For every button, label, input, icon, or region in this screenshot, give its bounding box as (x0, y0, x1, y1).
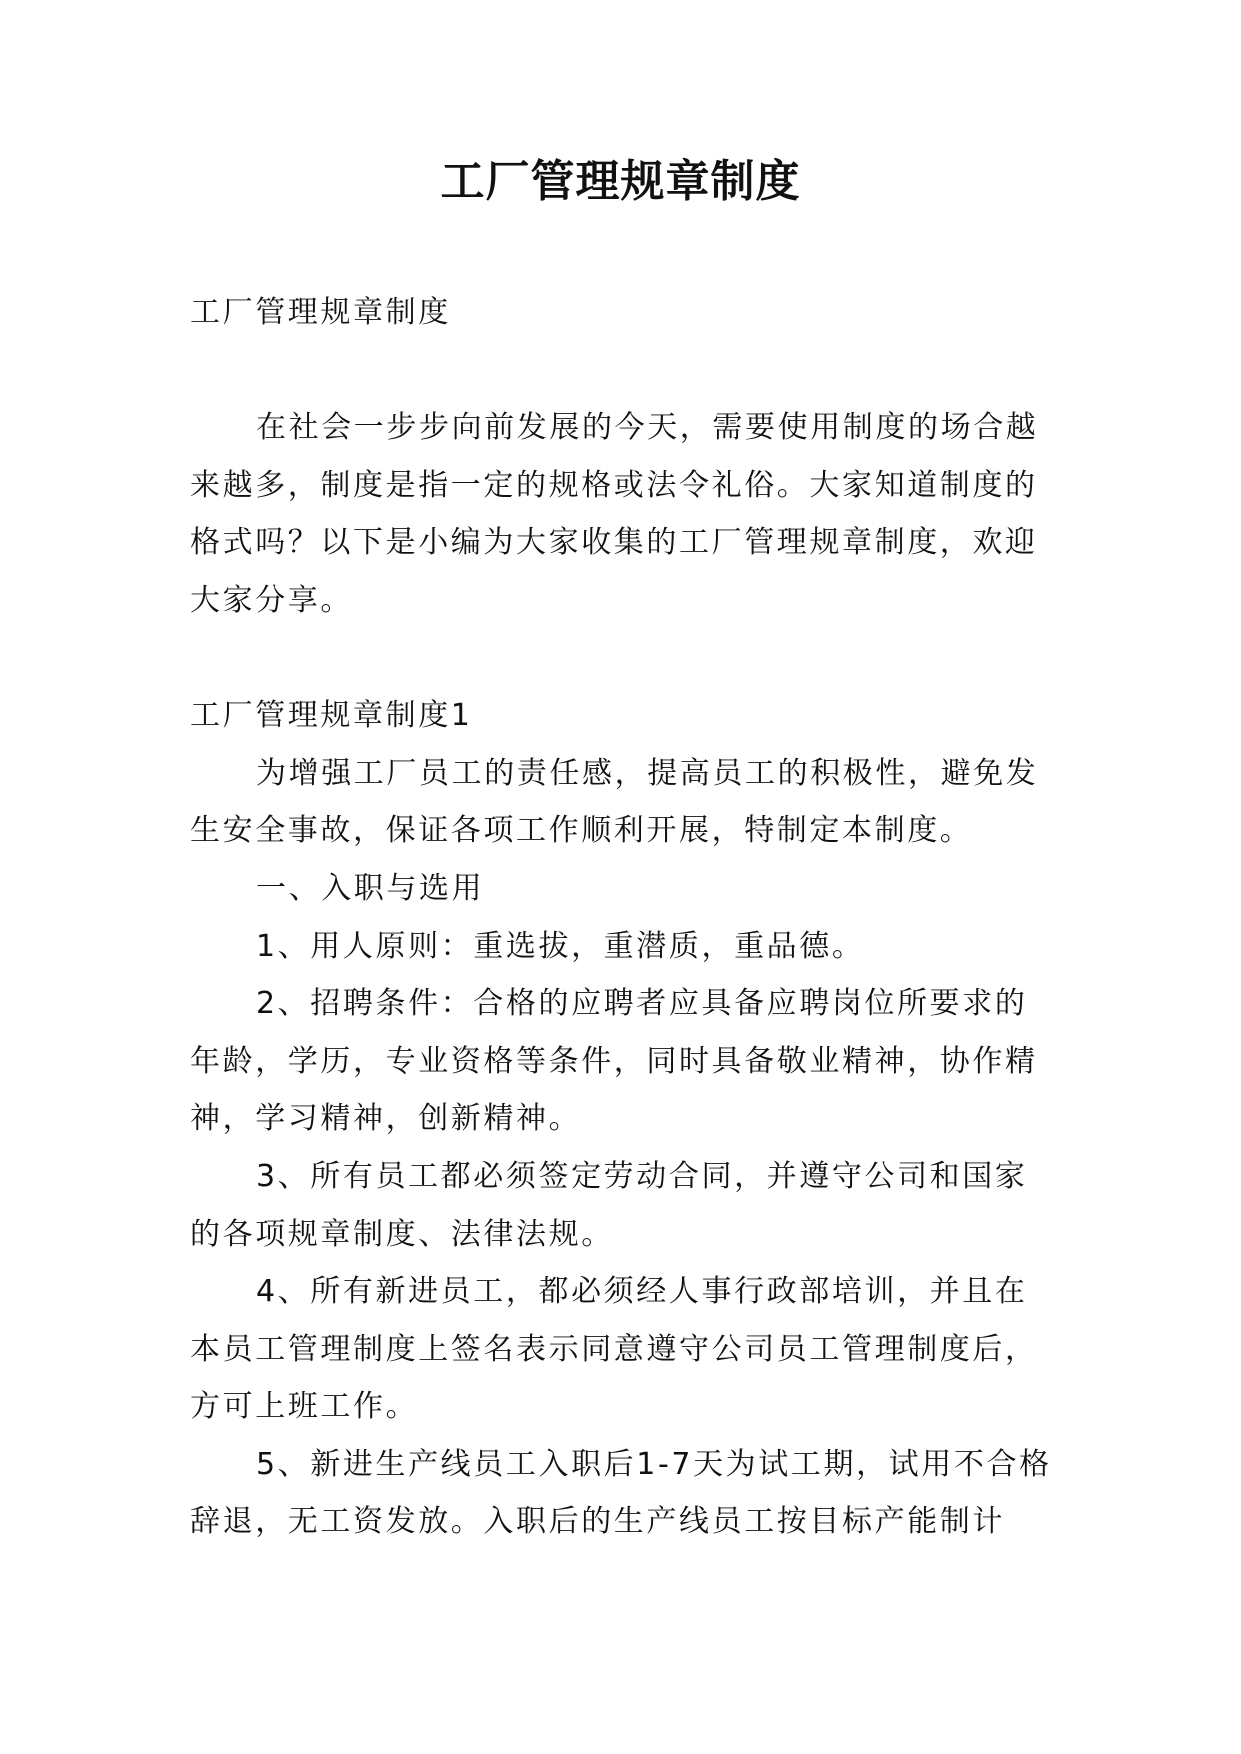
document-subtitle: 工厂管理规章制度 (190, 295, 451, 330)
intro-paragraph: 在社会一步步向前发展的今天，需要使用制度的场合越来越多，制度是指一定的规格或法令礼俗。大家知道制度的格式吗？以下是小编为大家收集的工厂管理规章制度，欢迎大家分享。 (190, 410, 1039, 618)
section-intro-paragraph: 为增强工厂员工的责任感，提高员工的积极性，避免发生安全事故，保证各项工作顺利开展，特制定本制度。 (190, 755, 1039, 849)
list-item: 2、招聘条件：合格的应聘者应具备应聘岗位所要求的年龄，学历，专业资格等条件，同时具备敬业精神，协作精神，学习精神，创新精神。 (190, 986, 1038, 1137)
spacer (190, 630, 1060, 688)
section-heading: 工厂管理规章制度1 (190, 698, 473, 734)
list-item: 3、所有员工都必须签定劳动合同，并遵守公司和国家的各项规章制度、法律法规。 (190, 1158, 1028, 1252)
list-item: 4、所有新进员工，都必须经人事行政部培训，并且在本员工管理制度上签名表示同意遵守公司员工管理制度后，方可上班工作。 (190, 1274, 1038, 1425)
list-item: 1、用人原则：重选拔，重潜质，重品德。 (256, 928, 865, 964)
list-item: 5、新进生产线员工入职后1-7天为试工期，试用不合格辞退，无工资发放。入职后的生产线员工按目标产能制计 (190, 1446, 1052, 1540)
spacer (190, 342, 1060, 400)
document-title: 工厂管理规章制度 (440, 156, 801, 207)
chapter-heading: 一、入职与选用 (256, 870, 485, 906)
document-body (190, 284, 1060, 1551)
